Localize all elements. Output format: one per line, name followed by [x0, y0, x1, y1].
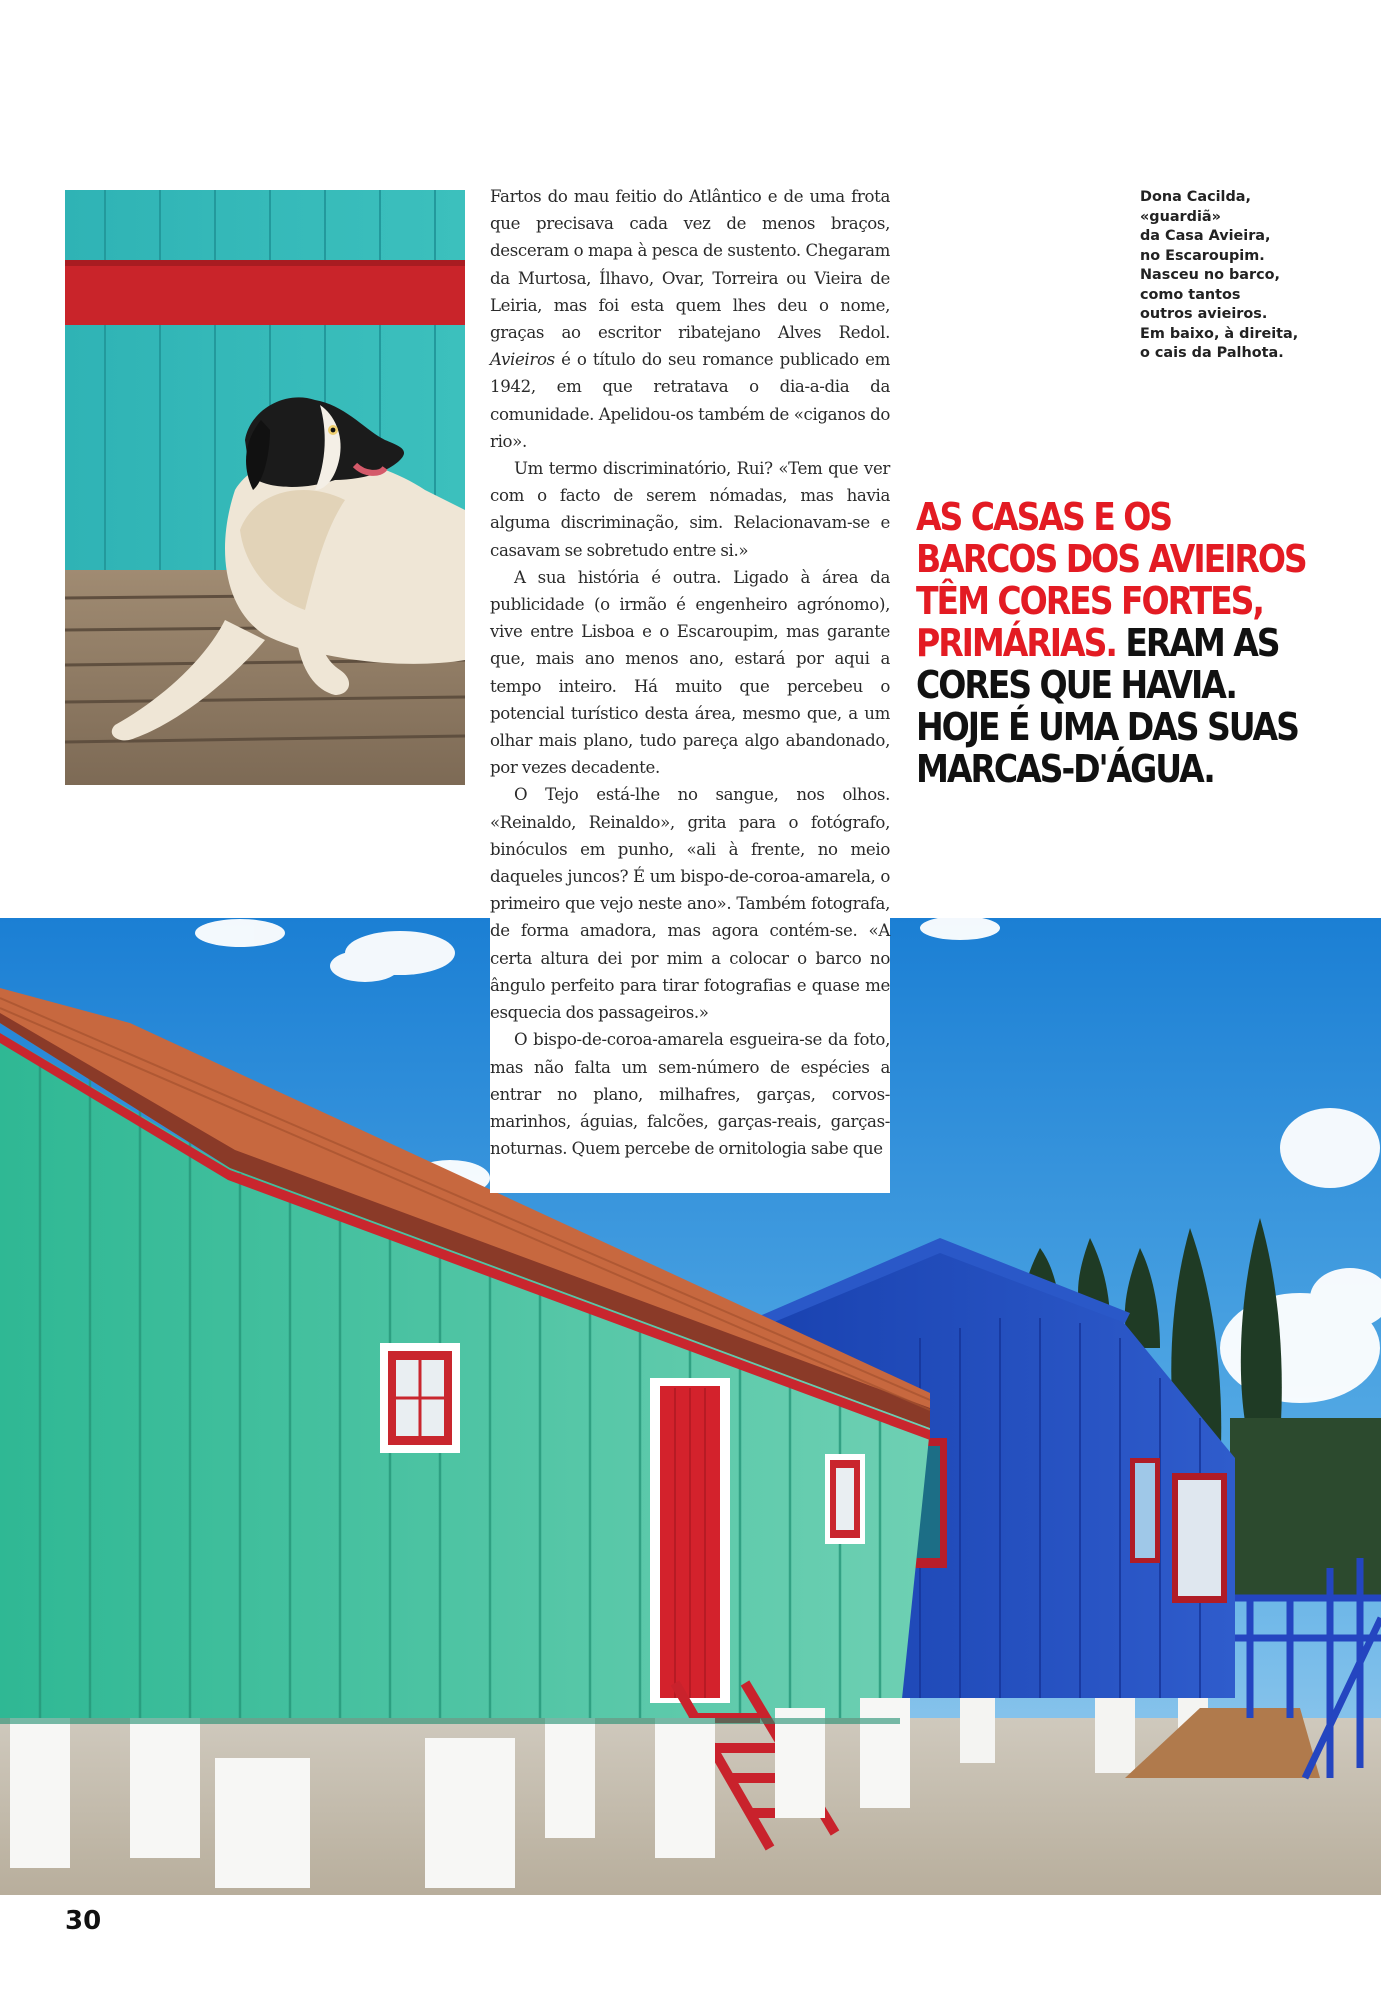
article-paragraph-5: O bispo-de-coroa-amarela esgueira-se da foto, mas não falta um sem-número de espécies a entrar no plano, milhafres, garças, corvos-marinhos, águias, falcões, garças-reais, garças-noturnas. Quem percebe de ornitologia sabe que [490, 1030, 890, 1159]
dog-photo [65, 190, 465, 785]
pull-quote [916, 497, 1320, 791]
article-paragraph-2: Um termo discriminatório, Rui? «Tem que ver com o facto de serem nómadas, mas havia alguma discriminação, sim. Relacionavam-se e casavam se sobretudo entre si.» [490, 459, 890, 560]
article-paragraph-4: O Tejo está-lhe no sangue, nos olhos. «Reinaldo, Reinaldo», grita para o fotógrafo, binóculos em punho, «ali à frente, no meio daqueles juncos? É um bispo-de-coroa-amarela, o primeiro que vejo neste ano». Também fotografa, de forma amadora, mas agora contém-se. «A certa altura dei por mim a colocar o barco no ângulo perfeito para tirar fotografias e quase me esquecia dos passageiros.» [490, 785, 890, 1023]
article-paragraph-1: Fartos do mau feitio do Atlântico e de uma frota que precisava cada vez de menos braços, desceram o mapa à pesca de sustento. Chegaram da Murtosa, Ílhavo, Ovar, Torreira ou Vieira de Leiria, mas foi esta quem lhes deu o nome, graças ao escritor ribatejano Alves Redol. Avieiros é o título do seu romance publicado em 1942, em que retratava o dia-a-dia da comunidade. Apelidou-os também de «ciganos do rio». [490, 187, 890, 451]
page-number: 30 [65, 1906, 102, 1936]
article-column [490, 183, 890, 1193]
article-paragraph-3: A sua história é outra. Ligado à área da publicidade (o irmão é engenheiro agrónomo), vive entre Lisboa e o Escaroupim, mas garante que, mais ano menos ano, estará por aqui a tempo inteiro. Há muito que percebeu o potencial turístico desta área, mesmo que, a um olhar mais plano, tudo pareça algo abandonado, por vezes decadente. [490, 567, 890, 778]
photo-caption: Dona Cacilda, «guardiã» da Casa Avieira, no Escaroupim. Nasceu no barco, como tantos outros avieiros. Em baixo, à direita, o cais da Palhota. [1140, 189, 1299, 361]
pull-quote-red: AS CASAS E OS BARCOS DOS AVIEIROS TÊM CORES FORTES, PRIMÁRIAS. [916, 495, 1306, 666]
pull-quote-black: ERAM AS CORES QUE HAVIA. HOJE É UMA DAS SUAS MARCAS-D'ÁGUA. [916, 621, 1298, 792]
